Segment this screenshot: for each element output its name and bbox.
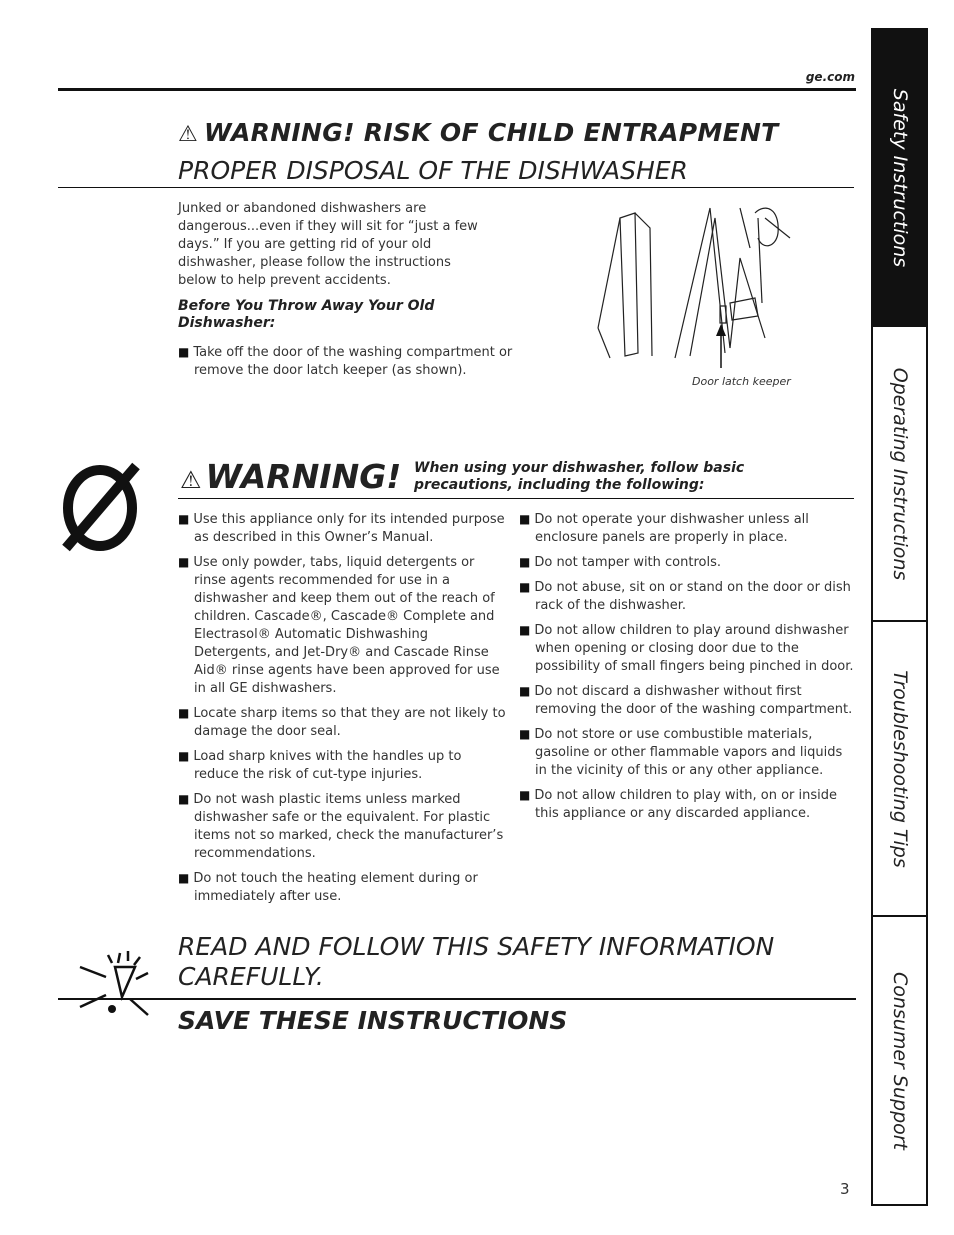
- list-item: ■ Do not allow children to play around dishwasher when opening or closing door due to the possibility of small fingers being pinched in door.: [519, 621, 854, 676]
- list-item: ■ Locate sharp items so that they are not likely to damage the door seal.: [178, 704, 506, 741]
- before-heading: Before You Throw Away Your Old Dishwasher:: [178, 298, 435, 331]
- tab-safety-instructions[interactable]: [873, 30, 926, 327]
- section1-intro: Junked or abandoned dishwashers are dangerous...even if they will sit for “just a few days.” If you are getting rid of your old dishwasher, please follow the instructions below to help prevent accidents.: [178, 201, 478, 288]
- section1-rule: [58, 187, 854, 188]
- tab-troubleshooting-tips[interactable]: [873, 622, 926, 917]
- page-number: 3: [840, 1180, 850, 1198]
- warning-triangle-icon: ⚠: [180, 466, 202, 494]
- site-url: ge.com: [805, 70, 855, 84]
- section2-title: [180, 457, 401, 496]
- list-item: ■ Use only powder, tabs, liquid detergents or rinse agents recommended for use in a dishwasher and keep them out of the reach of children. Cascade®, Cascade® Complete and Electrasol® Automatic Dishwashing Detergents, and Jet-Dry® and Cascade Rinse Aid® rinse agents have been approved for use in all GE dishwashers.: [178, 553, 506, 698]
- list-item: ■ Do not tamper with controls.: [519, 553, 854, 572]
- tab-label: Operating Instructions: [888, 367, 911, 580]
- list-item: ■ Do not abuse, sit on or stand on the door or dish rack of the dishwasher.: [519, 578, 854, 615]
- prohibition-icon: [58, 462, 148, 552]
- tab-label: Safety Instructions: [888, 88, 911, 267]
- section2-title-text: WARNING!: [205, 457, 402, 496]
- precautions-right-column: [519, 510, 854, 829]
- section1-title: [178, 118, 779, 147]
- section2-note: When using your dishwasher, follow basic precautions, including the following:: [414, 460, 745, 493]
- top-rule: [58, 88, 856, 91]
- read-follow-heading: READ AND FOLLOW THIS SAFETY INFORMATION CAREFULLY.: [178, 932, 775, 991]
- list-item: ■ Use this appliance only for its intended purpose as described in this Owner’s Manual.: [178, 510, 506, 547]
- save-instructions-heading: SAVE THESE INSTRUCTIONS: [178, 1006, 568, 1035]
- list-item: ■ Load sharp knives with the handles up to reduce the risk of cut-type injuries.: [178, 747, 506, 784]
- list-item: ■ Do not discard a dishwasher without first removing the door of the washing compartment.: [519, 682, 854, 719]
- section2-rule: [178, 498, 854, 499]
- list-item: ■ Do not allow children to play with, on or inside this appliance or any discarded appliance.: [519, 786, 854, 823]
- tab-consumer-support[interactable]: [873, 917, 926, 1204]
- section-tabs: [871, 28, 928, 1206]
- list-item: ■ Do not operate your dishwasher unless all enclosure panels are properly in place.: [519, 510, 854, 547]
- figure-caption: Door latch keeper: [692, 375, 791, 388]
- list-item: ■ Do not store or use combustible materials, gasoline or other flammable vapors and liquids in the vicinity of this or any other appliance.: [519, 725, 854, 780]
- tab-label: Troubleshooting Tips: [888, 669, 911, 868]
- precautions-left-column: [178, 510, 506, 912]
- list-item: ■ Do not wash plastic items unless marked dishwasher safe or the equivalent. For plastic items not so marked, check the manufacturer’s recommendations.: [178, 790, 506, 863]
- footer-rule: [58, 998, 856, 1000]
- disposal-bullet: ■ Take off the door of the washing compartment or remove the door latch keeper (as shown).: [178, 343, 524, 380]
- section1-title-text: WARNING! RISK OF CHILD ENTRAPMENT: [204, 118, 779, 147]
- tab-label: Consumer Support: [888, 971, 911, 1150]
- exclamation-burst-icon: [60, 945, 170, 1020]
- section1-subtitle: PROPER DISPOSAL OF THE DISHWASHER: [178, 156, 688, 185]
- tab-operating-instructions[interactable]: [873, 327, 926, 622]
- list-item: ■ Do not touch the heating element during or immediately after use.: [178, 869, 506, 906]
- dishwasher-door-illustration: [590, 198, 800, 368]
- warning-triangle-icon: ⚠: [178, 122, 199, 147]
